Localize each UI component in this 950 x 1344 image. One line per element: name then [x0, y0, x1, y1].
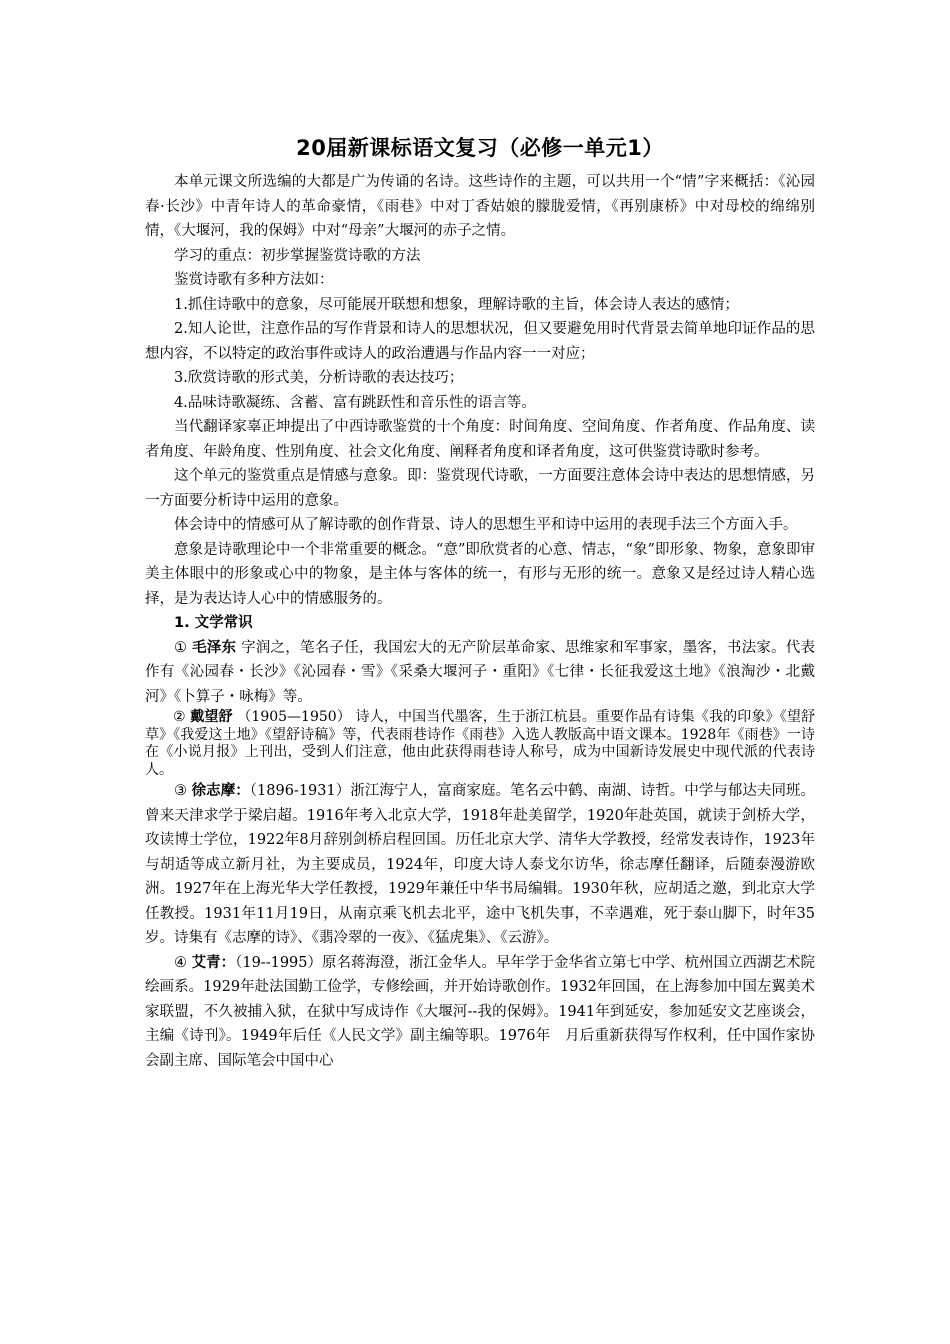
author-name: 徐志摩：	[191, 782, 250, 799]
unit-focus-paragraph: 这个单元的鉴赏重点是情感与意象。即：鉴赏现代诗歌，一方面要注意体会诗中表达的思想情感，另一方面要分析诗中运用的意象。	[145, 468, 815, 509]
document-title: 20届新课标语文复习（必修一单元1）	[296, 136, 664, 160]
author-text: （1905—1950） 诗人，中国当代墨客，生于浙江杭县。重要作品有诗集《我的印象》《望舒草》《我爱这土地》《望舒诗稿》等，代表雨巷诗作《雨巷》入选人教版高中语文课本。1928年《雨巷》一诗在《小说月报》上刊出，受到人们注意，他由此获得雨巷诗人称号，成为中国新诗发展史中现代派的代表诗人。	[145, 709, 815, 778]
document-page	[145, 130, 815, 1073]
author-entry-mao	[145, 636, 815, 710]
author-name: 毛泽东	[192, 638, 237, 656]
author-text: （1896-1931）浙江海宁人，富商家庭。笔名云中鹤、南湖、诗哲。中学与郁达夫同班。曾来天津求学于梁启超。1916年考入北京大学，1918年赴美留学，1920年赴英国，就读于剑桥大学，攻读博士学位，1922年8月辞别剑桥启程回国。历任北京大学、清华大学教授，经常发表诗作，1923年与胡适等成立新月社，为主要成员，1924年，印度大诗人泰戈尔访华，徐志摩任翻译，后随泰漫游欧洲。1927年在上海光华大学任教授，1929年兼任中华书局编辑。1930年秋，应胡适之邀，到北京大学任教授。1931年11月19日，从南京乘飞机去北平，途中飞机失事，不幸遇难，死于泰山脚下，时年35岁。诗集有《志摩的诗》、《翡冷翠的一夜》、《猛虎集》、《云游》。	[145, 783, 815, 946]
intro-paragraph: 本单元课文所选编的大都是广为传诵的名诗。这些诗作的主题，可以共用一个“情”字来概括：《沁园春·长沙》中青年诗人的革命豪情，《雨巷》中对丁香姑娘的朦胧爱情，《再别康桥》中对母校的绵绵别情，《大堰河，我的保姆》中对“母亲”大堰河的赤子之情。	[145, 174, 815, 239]
author-text: 字润之，笔名子任，我国宏大的无产阶层革命家、思维家和军事家，墨客，书法家。代表作有《沁园春・长沙》《沁园春・雪》《采桑大堰河子・重阳》《七律・长征我爱这土地》《浪淘沙・北戴河》《卜算子・咏梅》等。	[145, 639, 816, 705]
author-name: 戴望舒	[190, 709, 233, 725]
author-entry-xu	[145, 779, 815, 951]
methods-intro: 鉴赏诗歌有多种方法如：	[174, 272, 334, 288]
author-text: （19--1995）原名蒋海澄，浙江金华人。早年学于金华省立第七中学、杭州国立西湖艺术院绘画系。1929年赴法国勤工俭学，专修绘画，并开始诗歌创作。1932年回国，在上海参加中国左翼美术家联盟，不久被捕入狱，在狱中写成诗作《大堰河--我的保姆》。1941年到延安，参加延安文艺座谈会，主编《诗刊》。1949年后任《人民文学》副主编等职。1976年 月后重新获得写作权利，任中国作家协会副主席、国际笔会中国中心	[145, 954, 816, 1069]
method-4: 4.品味诗歌凝练、含蓄、富有跳跃性和音乐性的语言等。	[174, 394, 536, 411]
author-prefix: ③	[174, 783, 192, 799]
emotion-paragraph: 体会诗中的情感可从了解诗歌的创作背景、诗人的思想生平和诗中运用的表现手法三个方面入手。	[174, 517, 798, 533]
method-1: 1.抓住诗歌中的意象，尽可能展开联想和想象，理解诗歌的主旨，体会诗人表达的感情；	[174, 296, 739, 313]
focus-paragraph: 学习的重点：初步掌握鉴赏诗歌的方法	[174, 247, 421, 264]
method-3: 3.欣赏诗歌的形式美，分析诗歌的表达技巧；	[174, 370, 464, 386]
author-name: 艾青：	[191, 953, 236, 971]
section-heading: 1. 文学常识	[174, 615, 253, 631]
author-prefix: ②	[173, 709, 191, 725]
method-2: 2.知人论世，注意作品的写作背景和诗人的思想状况，但又要避免用时代背景去简单地印证作品的思想内容，不以特定的政治事件或诗人的政治遭遇与作品内容一一对应；	[145, 321, 815, 362]
author-entry-dai	[145, 709, 815, 779]
imagery-paragraph: 意象是诗歌理论中一个非常重要的概念。“意”即欣赏者的心意、情志，“象”即形象、物象，意象即审美主体眼中的形象或心中的物象，是主体与客体的统一，有形与无形的统一。意象又是经过诗人精心选择，是为表达诗人心中的情感服务的。	[145, 541, 815, 607]
gu-zhengkun-paragraph: 当代翻译家辜正坤提出了中西诗歌鉴赏的十个角度：时间角度、空间角度、作者角度、作品角度、读者角度、年龄角度、性别角度、社会文化角度、阐释者角度和译者角度，这可供鉴赏诗歌时参考。	[145, 419, 815, 460]
author-entry-ai	[145, 951, 815, 1074]
author-prefix: ①	[174, 639, 193, 656]
author-prefix: ④	[174, 954, 192, 971]
